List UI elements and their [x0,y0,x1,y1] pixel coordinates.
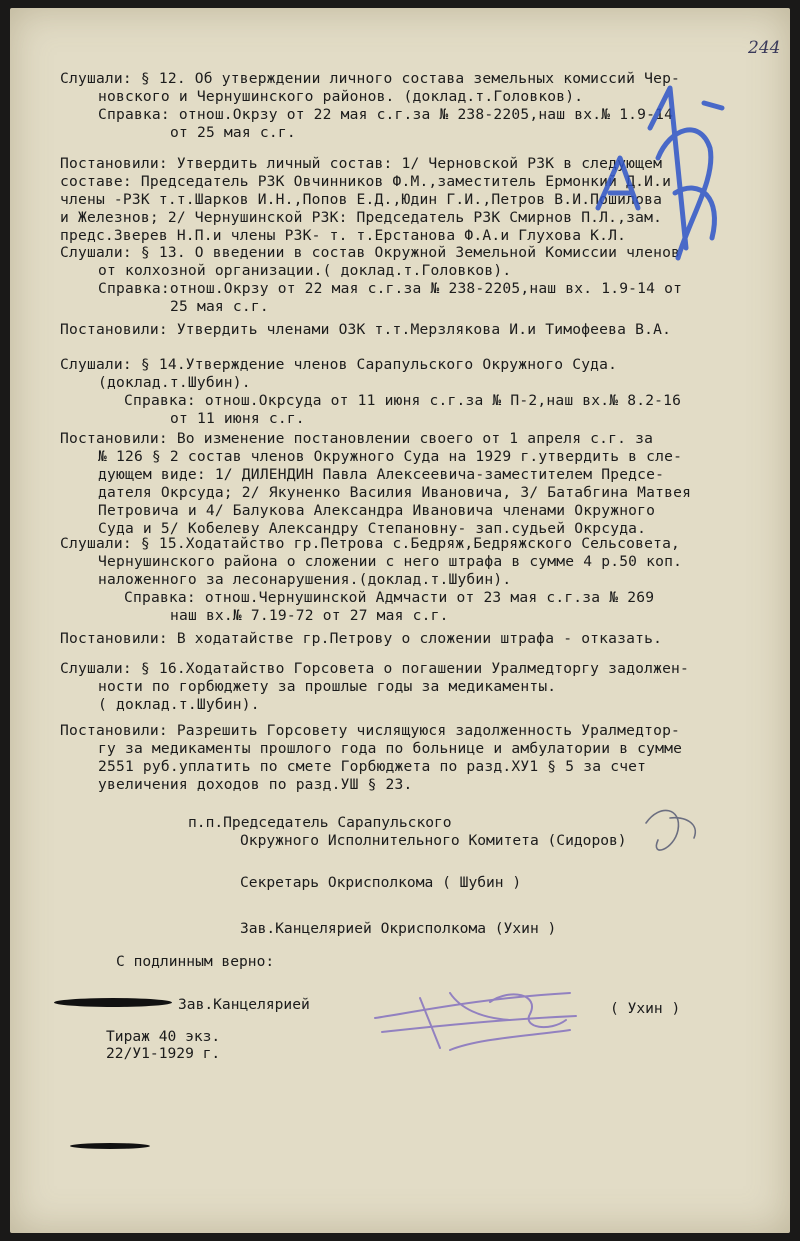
secretary-signature: Секретарь Окрисполкома ( Шубин ) [240,874,522,891]
text-line: от 11 июня с.г. [170,410,305,427]
text-line: Постановили: В ходатайстве гр.Петрову о сложении штрафа - отказать. [60,630,663,647]
text-line: Постановили: Разрешить Горсовету числящуюся задолженность Уралмедтор- [60,722,681,739]
text-line: увеличения доходов по разд.УШ § 23. [98,776,413,793]
text-line: (доклад.т.Шубин). [98,374,251,391]
text-line: и Железнов; 2/ Чернушинской РЗК: Председатель РЗК Смирнов П.Л.,зам. [60,209,663,226]
chancellery-signature: Зав.Канцелярией Окрисполкома (Ухин ) [240,920,557,937]
text-line: члены -РЗК т.т.Шарков И.Н.,Попов Е.Д.,Юдин Г.И.,Петров В.И.Пошилова [60,191,663,208]
handwritten-marks [10,8,790,1233]
text-line: дующем виде: 1/ ДИЛЕНДИН Павла Алексеевича-заместителем Предсе- [98,466,665,483]
blue-pencil-resolution-mark [598,88,722,258]
text-line: № 126 § 2 состав членов Окружного Суда на 1929 г.утвердить в сле- [98,448,683,465]
circulation-note: Тираж 40 экз. [106,1028,221,1045]
chair-signature-line-1: п.п.Председатель Сарапульского [188,814,452,831]
text-line: дателя Окрсуда; 2/ Якуненко Василия Ивановича, 3/ Батабгина Матвея [98,484,692,501]
text-line: Петровича и 4/ Балукова Александра Ивановича членами Окружного [98,502,656,519]
head-chancellery-name: ( Ухин ) [610,1000,681,1017]
text-line: ( доклад.т.Шубин). [98,696,260,713]
chair-signature-line-2: Окружного Исполнительного Комитета (Сидоров) [240,832,627,849]
text-line: составе: Председатель РЗК Овчинников Ф.М.,заместитель Ермонкий Д.И.и [60,173,672,190]
text-line: от 25 мая с.г. [170,124,296,141]
text-line: ности по горбюджету за прошлые годы за медикаменты. [98,678,557,695]
text-line: Слушали: § 13. О введении в состав Окружной Земельной Комиссии членов [60,244,681,261]
text-line: Постановили: Утвердить членами ОЗК т.т.Мерзлякова И.и Тимофеева В.А. [60,321,672,338]
text-line: наложенного за лесонарушения.(доклад.т.Шубин). [98,571,512,588]
text-line: Справка: отнош.Чернушинской Адмчасти от 23 мая с.г.за № 269 [124,589,655,606]
text-line: Слушали: § 12. Об утверждении личного состава земельных комиссий Чер- [60,70,681,87]
text-line: наш вх.№ 7.19-72 от 27 мая с.г. [170,607,449,624]
head-chancellery-label: Зав.Канцелярией [178,996,310,1013]
text-line: гу за медикаменты прошлого года по больнице и амбулатории в сумме [98,740,683,757]
text-line: Суда и 5/ Кобелеву Александру Степановну- зап.судьей Окрсуда. [98,520,647,537]
text-line: 25 мая с.г. [170,298,269,315]
text-line: Слушали: § 16.Ходатайство Горсовета о погашении Уралмедторгу задолжен- [60,660,690,677]
chair-handwritten-signature [646,810,695,850]
text-line: Чернушинского района о сложении с него штрафа в сумме 4 р.50 коп. [98,553,683,570]
text-line: Постановили: Во изменение постановлении своего от 1 апреля с.г. за [60,430,654,447]
text-line: Слушали: § 14.Утверждение членов Сарапульского Окружного Суда. [60,356,618,373]
text-line: Справка:отнош.Окрзу от 22 мая с.г.за № 238-2205,наш вх. 1.9-14 от [98,280,683,297]
text-line: Слушали: § 15.Ходатайство гр.Петрова с.Бедряж,Бедряжского Сельсовета, [60,535,681,552]
document-date: 22/У1-1929 г. [106,1045,221,1062]
text-line: от колхозной организации.( доклад.т.Головков). [98,262,512,279]
text-line: Справка: отнош.Окрзу от 22 мая с.г.за № 238-2205,наш вх.№ 1.9-14 [98,106,674,123]
text-line: новского и Чернушинского районов. (доклад.т.Головков). [98,88,584,105]
text-line: предс.Зверев Н.П.и члены РЗК- т. т.Ерстанова Ф.А.и Глухова К.Л. [60,227,627,244]
text-line: Справка: отнош.Окрсуда от 11 июня с.г.за № П-2,наш вх.№ 8.2-16 [124,392,682,409]
text-line: 2551 руб.уплатить по смете Горбюджета по разд.ХУ1 § 5 за счет [98,758,647,775]
certified-note: С подлинным верно: [116,953,275,970]
violet-ink-signature [375,993,576,1050]
document-page [10,8,790,1233]
page-number: 244 [748,38,781,58]
text-line: Постановили: Утвердить личный состав: 1/ Черновской РЗК в следующем [60,155,663,172]
